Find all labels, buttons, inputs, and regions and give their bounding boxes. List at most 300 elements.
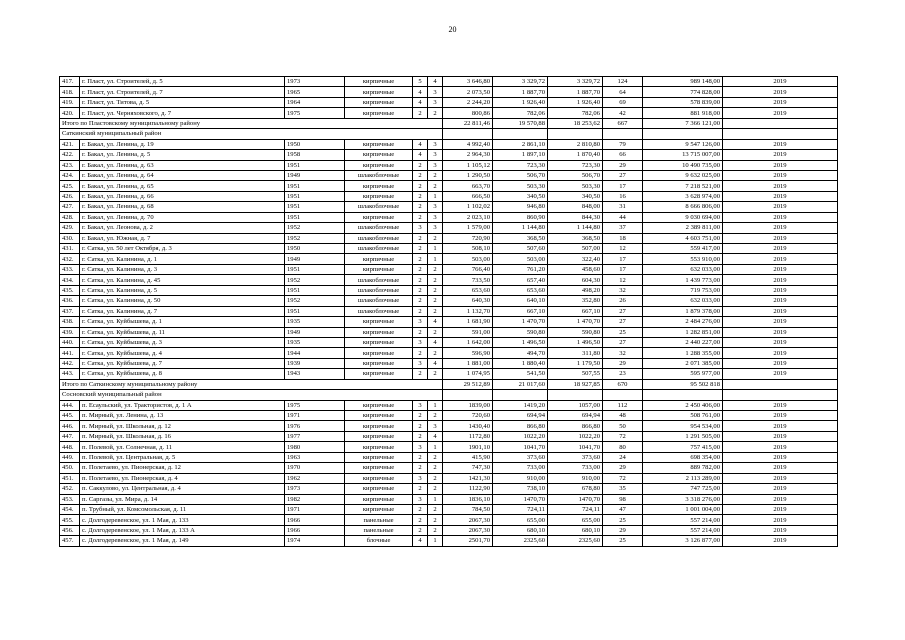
total-area-cell: 2067,30 xyxy=(443,525,493,535)
residents-cell: 25 xyxy=(603,327,643,337)
address-cell: г. Сатка, ул. Калинина, д. 1 xyxy=(80,254,285,264)
empty-cell xyxy=(493,390,548,400)
entrances-cell: 2 xyxy=(428,108,443,118)
address-cell: г. Сатка, ул. Куйбышева, д. 4 xyxy=(80,348,285,358)
entrances-cell: 4 xyxy=(428,317,443,327)
address-cell: г. Бакал, ул. Ленина, д. 64 xyxy=(80,170,285,180)
residents-cell: 29 xyxy=(603,358,643,368)
empty-cell xyxy=(443,390,493,400)
cost-cell: 954 534,00 xyxy=(643,421,723,431)
section-row xyxy=(60,129,838,139)
cost-cell: 595 977,00 xyxy=(643,369,723,379)
cost-cell: 7 218 521,00 xyxy=(643,181,723,191)
living-area-cell: 866,80 xyxy=(493,421,548,431)
residential-area-cell: 782,06 xyxy=(548,108,603,118)
wall-material-cell: панельные xyxy=(345,515,413,525)
total-area-cell: 747,30 xyxy=(443,463,493,473)
residential-area-cell: 694,94 xyxy=(548,411,603,421)
living-area-cell: 503,30 xyxy=(493,181,548,191)
residential-area-cell: 667,10 xyxy=(548,306,603,316)
total-label: Итого по Саткинскому муниципальному району xyxy=(60,379,443,389)
residents-cell: 17 xyxy=(603,181,643,191)
year-plan-cell: 2019 xyxy=(723,223,838,233)
cost-cell: 4 603 751,00 xyxy=(643,233,723,243)
residential-area-cell: 1057,00 xyxy=(548,400,603,410)
row-number: 434. xyxy=(60,275,80,285)
row-number: 431. xyxy=(60,244,80,254)
year-cell: 1966 xyxy=(285,515,345,525)
living-area-cell: 506,70 xyxy=(493,170,548,180)
wall-material-cell: кирпичные xyxy=(345,452,413,462)
row-number: 425. xyxy=(60,181,80,191)
floors-cell: 4 xyxy=(413,97,428,107)
wall-material-cell: блочные xyxy=(345,536,413,546)
wall-material-cell: кирпичные xyxy=(345,181,413,191)
wall-material-cell: кирпичные xyxy=(345,97,413,107)
total-area-cell: 1421,30 xyxy=(443,473,493,483)
total-area-cell: 415,90 xyxy=(443,452,493,462)
address-cell: п. Полевой, ул. Центральная, д. 5 xyxy=(80,452,285,462)
residents-cell: 32 xyxy=(603,348,643,358)
table-row xyxy=(60,181,838,191)
address-cell: г. Пласт, ул. Черняховского, д. 7 xyxy=(80,108,285,118)
floors-cell: 2 xyxy=(413,202,428,212)
entrances-cell: 2 xyxy=(428,525,443,535)
living-area-cell: 733,00 xyxy=(493,463,548,473)
row-number: 449. xyxy=(60,452,80,462)
year-cell: 1951 xyxy=(285,212,345,222)
row-number: 435. xyxy=(60,285,80,295)
cost-cell: 1 001 004,00 xyxy=(643,504,723,514)
table-row xyxy=(60,431,838,441)
year-cell: 1951 xyxy=(285,306,345,316)
living-area-cell: 1041,70 xyxy=(493,442,548,452)
entrances-cell: 2 xyxy=(428,296,443,306)
residential-area-cell: 458,60 xyxy=(548,264,603,274)
floors-cell: 2 xyxy=(413,233,428,243)
cost-cell: 632 033,00 xyxy=(643,296,723,306)
wall-material-cell: кирпичные xyxy=(345,504,413,514)
entrances-cell: 3 xyxy=(428,421,443,431)
address-cell: п. Полетаево, ул. Пионерская, д. 12 xyxy=(80,463,285,473)
table-row xyxy=(60,400,838,410)
year-cell: 1952 xyxy=(285,233,345,243)
year-cell: 1951 xyxy=(285,181,345,191)
residential-area-cell: 910,00 xyxy=(548,473,603,483)
table-row xyxy=(60,327,838,337)
empty-cell xyxy=(643,390,723,400)
year-plan-cell xyxy=(723,118,838,128)
residential-area-cell: 352,80 xyxy=(548,296,603,306)
year-cell: 1963 xyxy=(285,452,345,462)
residential-area-cell: 678,80 xyxy=(548,484,603,494)
residential-area-cell: 311,80 xyxy=(548,348,603,358)
year-cell: 1975 xyxy=(285,400,345,410)
residents-cell: 24 xyxy=(603,452,643,462)
floors-cell: 3 xyxy=(413,317,428,327)
row-number: 424. xyxy=(60,170,80,180)
year-plan-cell: 2019 xyxy=(723,348,838,358)
residents-cell: 80 xyxy=(603,442,643,452)
living-area-cell: 507,60 xyxy=(493,244,548,254)
floors-cell: 2 xyxy=(413,463,428,473)
living-area-cell: 761,20 xyxy=(493,264,548,274)
residential-area-cell: 1 926,40 xyxy=(548,97,603,107)
year-plan-cell: 2019 xyxy=(723,87,838,97)
cost-cell: 578 839,00 xyxy=(643,97,723,107)
entrances-cell: 2 xyxy=(428,452,443,462)
cost-cell: 989 148,00 xyxy=(643,77,723,87)
table-row xyxy=(60,275,838,285)
year-cell: 1975 xyxy=(285,108,345,118)
floors-cell: 2 xyxy=(413,160,428,170)
floors-cell: 3 xyxy=(413,358,428,368)
floors-cell: 2 xyxy=(413,254,428,264)
wall-material-cell: шлакоблочные xyxy=(345,170,413,180)
year-cell: 1971 xyxy=(285,411,345,421)
table-row xyxy=(60,233,838,243)
residents-cell: 17 xyxy=(603,264,643,274)
address-cell: г. Бакал, ул. Южная, д. 7 xyxy=(80,233,285,243)
row-number: 457. xyxy=(60,536,80,546)
residential-area-cell: 3 329,72 xyxy=(548,77,603,87)
floors-cell: 3 xyxy=(413,223,428,233)
entrances-cell: 2 xyxy=(428,170,443,180)
entrances-cell: 2 xyxy=(428,463,443,473)
living-area-cell: 21 017,60 xyxy=(493,379,548,389)
empty-cell xyxy=(643,129,723,139)
cost-cell: 10 490 735,00 xyxy=(643,160,723,170)
residential-area-cell: 322,40 xyxy=(548,254,603,264)
address-cell: г. Сатка, ул. Куйбышева, д. 11 xyxy=(80,327,285,337)
wall-material-cell: шлакоблочные xyxy=(345,306,413,316)
cost-cell: 553 910,00 xyxy=(643,254,723,264)
page-number: 20 xyxy=(448,25,457,34)
residential-area-cell: 1 496,50 xyxy=(548,337,603,347)
total-area-cell: 4 992,40 xyxy=(443,139,493,149)
year-cell: 1951 xyxy=(285,202,345,212)
entrances-cell: 2 xyxy=(428,504,443,514)
row-number: 430. xyxy=(60,233,80,243)
living-area-cell: 655,00 xyxy=(493,515,548,525)
table-row xyxy=(60,264,838,274)
table-row xyxy=(60,223,838,233)
year-plan-cell: 2019 xyxy=(723,202,838,212)
floors-cell: 2 xyxy=(413,484,428,494)
cost-cell: 9 030 694,00 xyxy=(643,212,723,222)
cost-cell: 2 440 227,00 xyxy=(643,337,723,347)
total-area-cell: 1430,40 xyxy=(443,421,493,431)
wall-material-cell: кирпичные xyxy=(345,463,413,473)
floors-cell: 2 xyxy=(413,411,428,421)
total-area-cell: 2 073,50 xyxy=(443,87,493,97)
entrances-cell: 1 xyxy=(428,254,443,264)
year-plan-cell xyxy=(723,379,838,389)
year-plan-cell: 2019 xyxy=(723,369,838,379)
year-plan-cell: 2019 xyxy=(723,275,838,285)
wall-material-cell: кирпичные xyxy=(345,150,413,160)
residential-area-cell: 733,00 xyxy=(548,463,603,473)
living-area-cell: 1 887,70 xyxy=(493,87,548,97)
living-area-cell: 2325,60 xyxy=(493,536,548,546)
row-number: 429. xyxy=(60,223,80,233)
living-area-cell: 860,90 xyxy=(493,212,548,222)
address-cell: г. Сатка, ул. Калинина, д. 45 xyxy=(80,275,285,285)
row-number: 427. xyxy=(60,202,80,212)
residential-area-cell: 373,60 xyxy=(548,452,603,462)
year-cell: 1965 xyxy=(285,87,345,97)
entrances-cell: 4 xyxy=(428,431,443,441)
table-row xyxy=(60,411,838,421)
year-cell: 1935 xyxy=(285,317,345,327)
wall-material-cell: кирпичные xyxy=(345,431,413,441)
year-plan-cell: 2019 xyxy=(723,296,838,306)
cost-cell: 719 753,00 xyxy=(643,285,723,295)
cost-cell: 7 366 121,00 xyxy=(643,118,723,128)
residents-cell: 18 xyxy=(603,233,643,243)
year-cell: 1977 xyxy=(285,431,345,441)
floors-cell: 2 xyxy=(413,369,428,379)
cost-cell: 2 071 385,00 xyxy=(643,358,723,368)
table-row xyxy=(60,97,838,107)
total-area-cell: 2 023,10 xyxy=(443,212,493,222)
address-cell: г. Сатка, ул. Калинина, д. 5 xyxy=(80,285,285,295)
year-cell: 1939 xyxy=(285,358,345,368)
year-cell: 1935 xyxy=(285,337,345,347)
year-cell: 1980 xyxy=(285,442,345,452)
residential-area-cell: 866,80 xyxy=(548,421,603,431)
wall-material-cell: шлакоблочные xyxy=(345,285,413,295)
living-area-cell: 1470,70 xyxy=(493,494,548,504)
year-cell: 1964 xyxy=(285,97,345,107)
entrances-cell: 2 xyxy=(428,264,443,274)
residents-cell: 112 xyxy=(603,400,643,410)
address-cell: г. Пласт, ул. Строителей, д. 5 xyxy=(80,77,285,87)
residents-cell: 72 xyxy=(603,431,643,441)
residents-cell: 66 xyxy=(603,150,643,160)
year-plan-cell: 2019 xyxy=(723,463,838,473)
year-plan-cell: 2019 xyxy=(723,150,838,160)
residential-area-cell: 1 887,70 xyxy=(548,87,603,97)
address-cell: г. Бакал, ул. Ленина, д. 66 xyxy=(80,191,285,201)
row-number: 437. xyxy=(60,306,80,316)
year-plan-cell: 2019 xyxy=(723,358,838,368)
cost-cell: 2 450 406,00 xyxy=(643,400,723,410)
year-cell: 1951 xyxy=(285,160,345,170)
year-cell: 1950 xyxy=(285,139,345,149)
year-cell: 1951 xyxy=(285,285,345,295)
cost-cell: 9 547 126,00 xyxy=(643,139,723,149)
residential-area-cell: 340,50 xyxy=(548,191,603,201)
wall-material-cell: кирпичные xyxy=(345,108,413,118)
empty-cell xyxy=(548,129,603,139)
residents-cell: 12 xyxy=(603,244,643,254)
living-area-cell: 1 926,40 xyxy=(493,97,548,107)
year-cell: 1952 xyxy=(285,275,345,285)
year-cell: 1943 xyxy=(285,369,345,379)
wall-material-cell: кирпичные xyxy=(345,494,413,504)
table-row xyxy=(60,139,838,149)
wall-material-cell: кирпичные xyxy=(345,348,413,358)
total-area-cell: 3 646,80 xyxy=(443,77,493,87)
wall-material-cell: кирпичные xyxy=(345,442,413,452)
empty-cell xyxy=(443,129,493,139)
table-row xyxy=(60,170,838,180)
entrances-cell: 3 xyxy=(428,150,443,160)
entrances-cell: 2 xyxy=(428,348,443,358)
wall-material-cell: кирпичные xyxy=(345,77,413,87)
row-number: 418. xyxy=(60,87,80,97)
floors-cell: 4 xyxy=(413,139,428,149)
floors-cell: 2 xyxy=(413,191,428,201)
wall-material-cell: шлакоблочные xyxy=(345,202,413,212)
entrances-cell: 2 xyxy=(428,181,443,191)
address-cell: г. Сатка, ул. Калинина, д. 7 xyxy=(80,306,285,316)
floors-cell: 4 xyxy=(413,87,428,97)
residential-area-cell: 723,30 xyxy=(548,160,603,170)
row-number: 441. xyxy=(60,348,80,358)
year-cell: 1958 xyxy=(285,150,345,160)
table-row xyxy=(60,515,838,525)
row-number: 439. xyxy=(60,327,80,337)
entrances-cell: 3 xyxy=(428,139,443,149)
cost-cell: 2 484 276,00 xyxy=(643,317,723,327)
living-area-cell: 590,80 xyxy=(493,327,548,337)
table-row xyxy=(60,306,838,316)
total-row xyxy=(60,118,838,128)
year-plan-cell: 2019 xyxy=(723,306,838,316)
year-plan-cell: 2019 xyxy=(723,191,838,201)
row-number: 423. xyxy=(60,160,80,170)
row-number: 447. xyxy=(60,431,80,441)
total-area-cell: 720,90 xyxy=(443,233,493,243)
residents-cell: 667 xyxy=(603,118,643,128)
residential-area-cell: 368,50 xyxy=(548,233,603,243)
living-area-cell: 910,00 xyxy=(493,473,548,483)
residents-cell: 25 xyxy=(603,515,643,525)
year-plan-cell: 2019 xyxy=(723,442,838,452)
wall-material-cell: кирпичные xyxy=(345,160,413,170)
row-number: 445. xyxy=(60,411,80,421)
year-cell: 1951 xyxy=(285,264,345,274)
wall-material-cell: кирпичные xyxy=(345,369,413,379)
row-number: 417. xyxy=(60,77,80,87)
year-plan-cell: 2019 xyxy=(723,452,838,462)
residents-cell: 26 xyxy=(603,296,643,306)
table-row xyxy=(60,484,838,494)
total-area-cell: 640,30 xyxy=(443,296,493,306)
wall-material-cell: кирпичные xyxy=(345,317,413,327)
address-cell: г. Пласт, ул. Строителей, д. 7 xyxy=(80,87,285,97)
table-row xyxy=(60,285,838,295)
total-area-cell: 1122,90 xyxy=(443,484,493,494)
entrances-cell: 3 xyxy=(428,202,443,212)
residential-area-cell: 724,11 xyxy=(548,504,603,514)
cost-cell: 559 417,00 xyxy=(643,244,723,254)
floors-cell: 2 xyxy=(413,348,428,358)
table-row xyxy=(60,202,838,212)
year-cell: 1976 xyxy=(285,421,345,431)
residents-cell: 27 xyxy=(603,306,643,316)
table-row xyxy=(60,87,838,97)
row-number: 422. xyxy=(60,150,80,160)
living-area-cell: 680,10 xyxy=(493,525,548,535)
year-plan-cell: 2019 xyxy=(723,327,838,337)
table-row xyxy=(60,108,838,118)
total-area-cell: 508,10 xyxy=(443,244,493,254)
residents-cell: 25 xyxy=(603,536,643,546)
year-plan-cell: 2019 xyxy=(723,285,838,295)
living-area-cell: 340,50 xyxy=(493,191,548,201)
year-plan-cell: 2019 xyxy=(723,181,838,191)
empty-cell xyxy=(548,390,603,400)
floors-cell: 2 xyxy=(413,327,428,337)
entrances-cell: 3 xyxy=(428,223,443,233)
entrances-cell: 3 xyxy=(428,160,443,170)
residents-cell: 47 xyxy=(603,504,643,514)
cost-cell: 1 291 505,00 xyxy=(643,431,723,441)
year-plan-cell: 2019 xyxy=(723,494,838,504)
row-number: 419. xyxy=(60,97,80,107)
cost-cell: 95 502 818 xyxy=(643,379,723,389)
section-label: Саткинский муниципальный район xyxy=(60,129,443,139)
floors-cell: 2 xyxy=(413,275,428,285)
year-cell: 1982 xyxy=(285,494,345,504)
table-row xyxy=(60,337,838,347)
residents-cell: 29 xyxy=(603,525,643,535)
row-number: 420. xyxy=(60,108,80,118)
year-plan-cell: 2019 xyxy=(723,212,838,222)
residential-area-cell: 680,10 xyxy=(548,525,603,535)
year-plan-cell: 2019 xyxy=(723,254,838,264)
row-number: 432. xyxy=(60,254,80,264)
floors-cell: 2 xyxy=(413,212,428,222)
entrances-cell: 2 xyxy=(428,369,443,379)
living-area-cell: 667,10 xyxy=(493,306,548,316)
address-cell: г. Сатка, ул. 50 лет Октября, д. 3 xyxy=(80,244,285,254)
residents-cell: 79 xyxy=(603,139,643,149)
section-row xyxy=(60,390,838,400)
entrances-cell: 2 xyxy=(428,233,443,243)
entrances-cell: 4 xyxy=(428,77,443,87)
entrances-cell: 2 xyxy=(428,285,443,295)
year-plan-cell: 2019 xyxy=(723,77,838,87)
year-cell: 1951 xyxy=(285,191,345,201)
floors-cell: 3 xyxy=(413,473,428,483)
cost-cell: 9 632 025,00 xyxy=(643,170,723,180)
residents-cell: 29 xyxy=(603,463,643,473)
residential-area-cell: 1 870,40 xyxy=(548,150,603,160)
residential-area-cell: 2 810,80 xyxy=(548,139,603,149)
entrances-cell: 1 xyxy=(428,400,443,410)
wall-material-cell: кирпичные xyxy=(345,337,413,347)
floors-cell: 3 xyxy=(413,337,428,347)
living-area-cell: 640,10 xyxy=(493,296,548,306)
entrances-cell: 2 xyxy=(428,484,443,494)
cost-cell: 3 628 974,00 xyxy=(643,191,723,201)
total-area-cell: 1 290,50 xyxy=(443,170,493,180)
table-row xyxy=(60,536,838,546)
table-row xyxy=(60,358,838,368)
table-row xyxy=(60,77,838,87)
residents-cell: 48 xyxy=(603,411,643,421)
total-area-cell: 653,60 xyxy=(443,285,493,295)
address-cell: п. Есаульский, ул. Трактористов, д. 1 А xyxy=(80,400,285,410)
wall-material-cell: кирпичные xyxy=(345,212,413,222)
cost-cell: 757 415,00 xyxy=(643,442,723,452)
row-number: 433. xyxy=(60,264,80,274)
wall-material-cell: кирпичные xyxy=(345,358,413,368)
